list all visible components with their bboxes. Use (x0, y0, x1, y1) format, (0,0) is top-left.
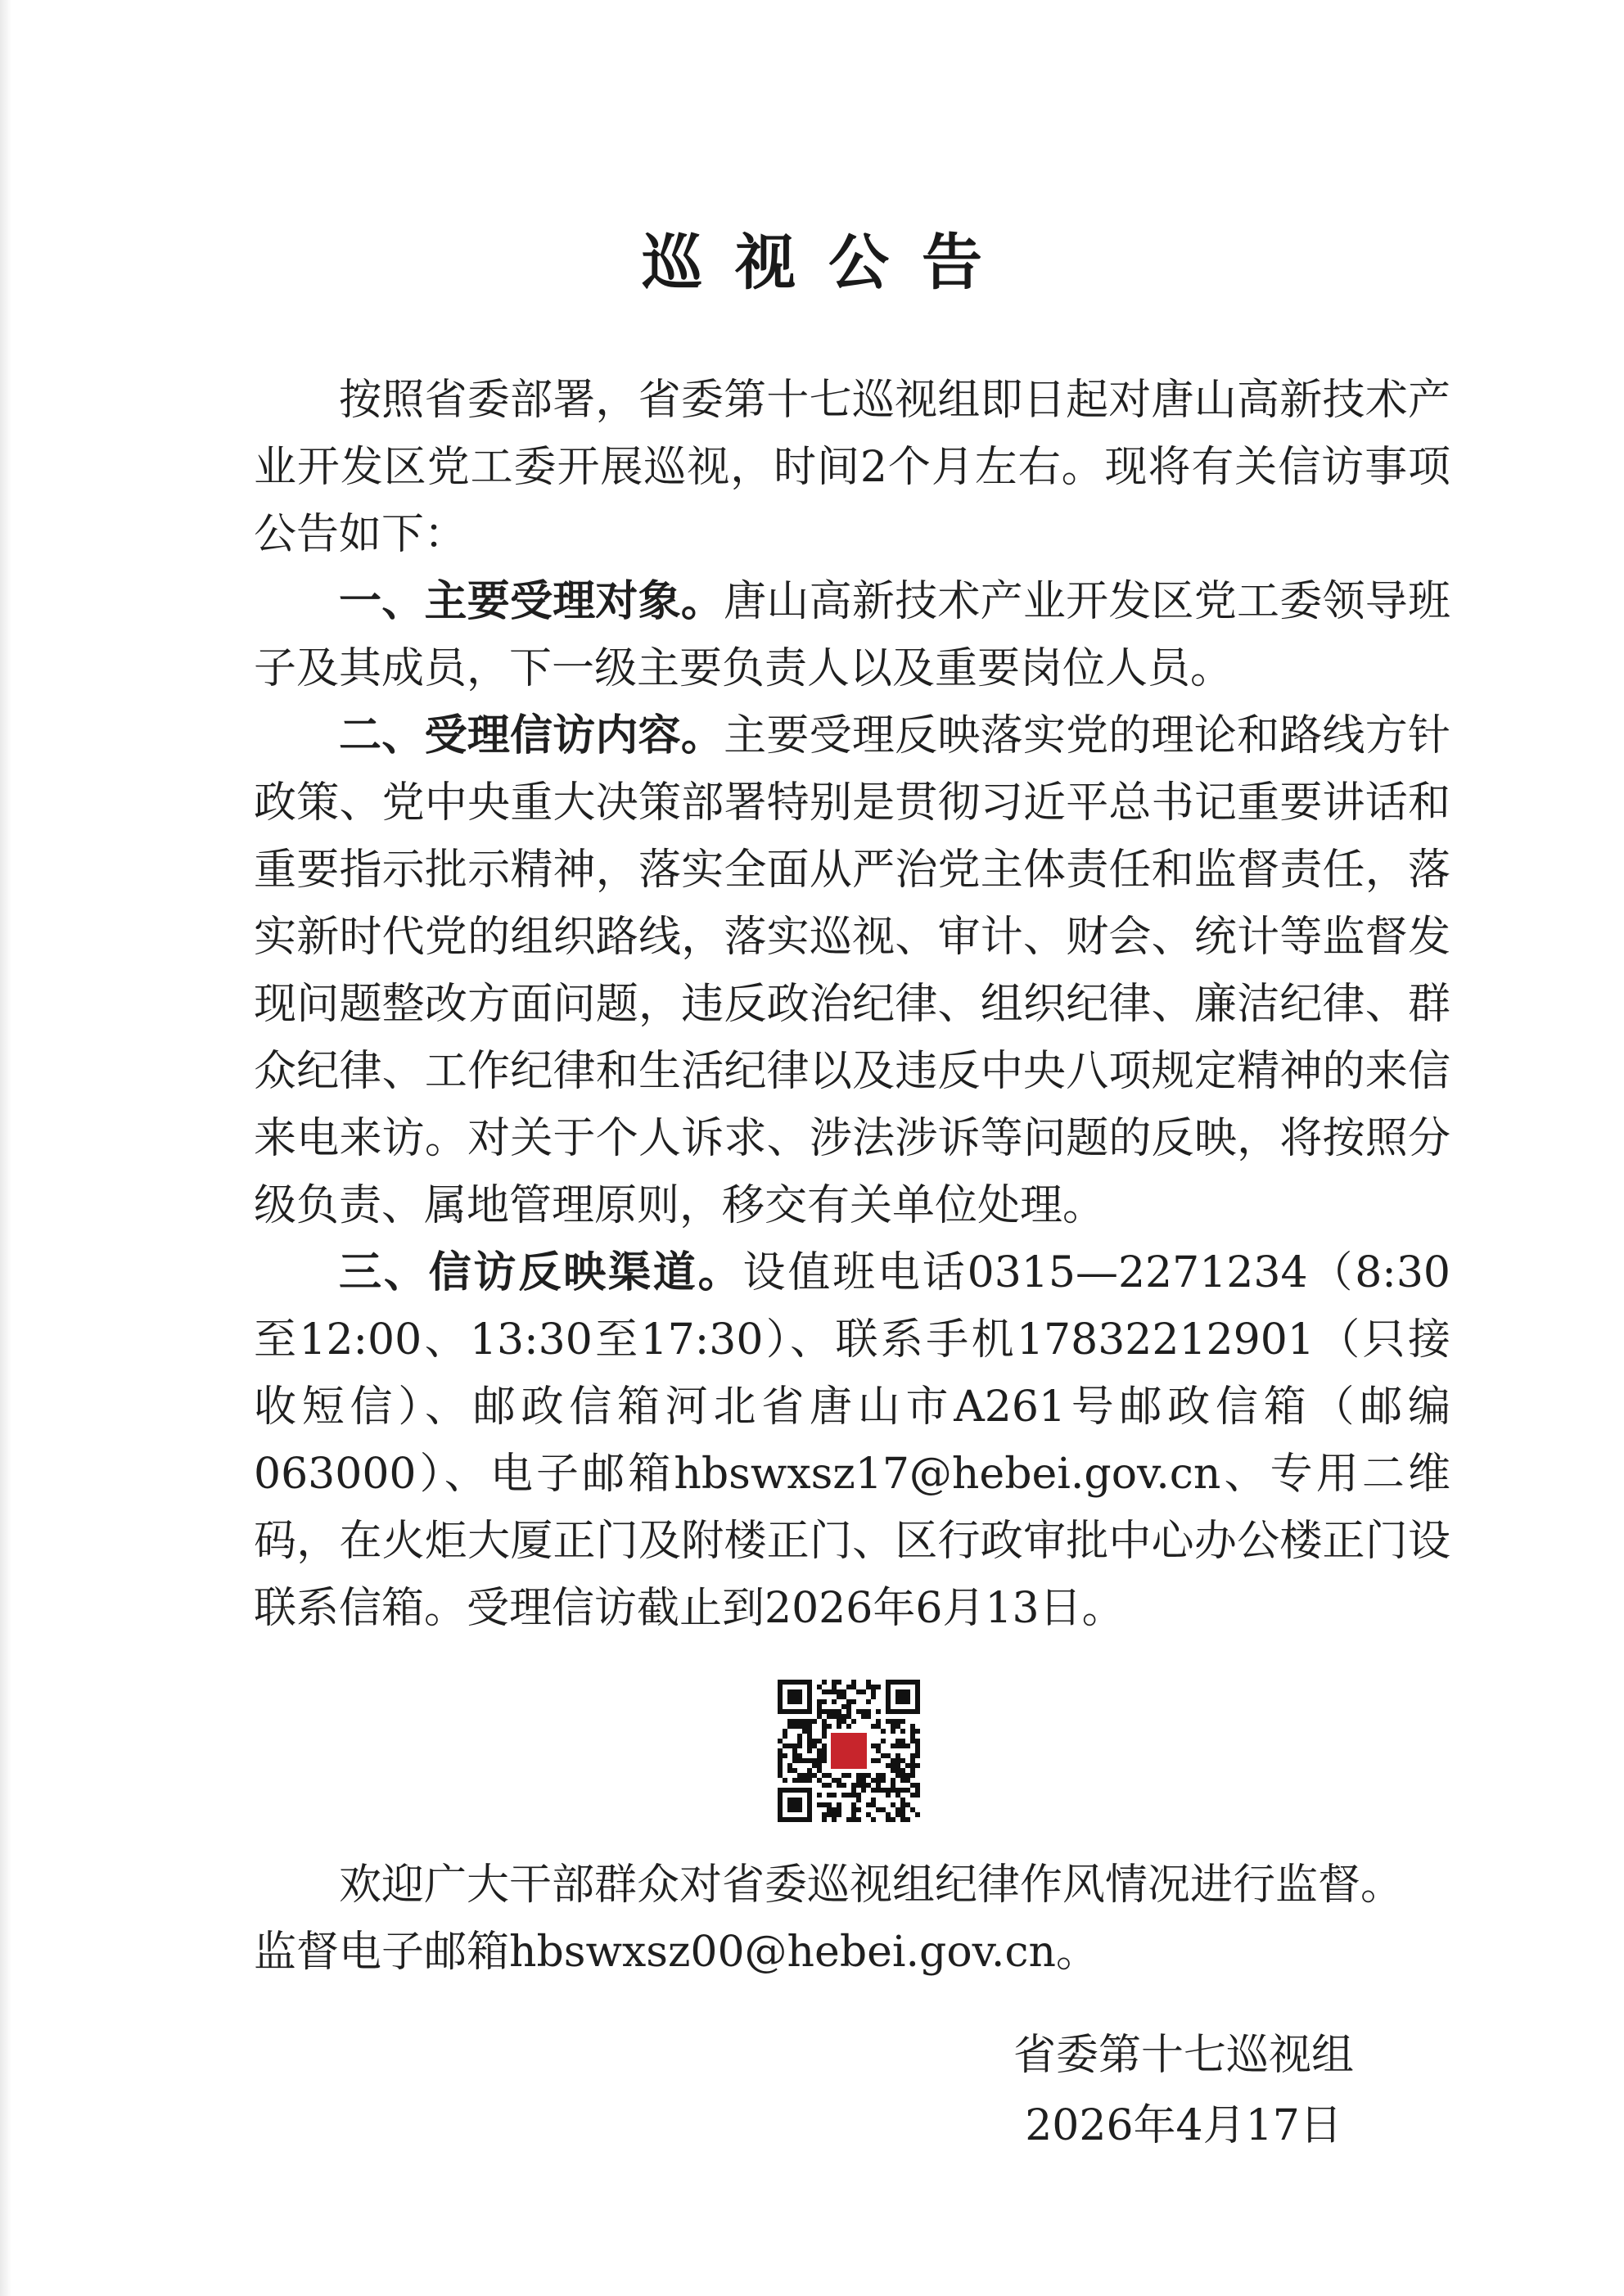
section-heading: 一、主要受理对象。 (339, 577, 724, 626)
section-content (254, 702, 1450, 1239)
section-text: 主要受理反映落实党的理论和路线方针政策、党中央重大决策部署特别是贯彻习近平总书记重要讲话和重要指示批示精神，落实全面从严治党主体责任和监督责任，落实新时代党的组织路线，落实巡视、审计、财会、统计等监督发现问题整改方面问题，违反政治纪律、组织纪律、廉洁纪律、群众纪律、工作纪律和生活纪律以及违反中央八项规定精神的来信来电来访。对关于个人诉求、涉法涉诉等问题的反映，将按照分级负责、属地管理原则，移交有关单位处理。 (254, 711, 1450, 1230)
closing-section (254, 1852, 1450, 1986)
signature-block (1013, 2020, 1354, 2161)
qr-logo (828, 1730, 869, 1771)
scan-edge (0, 0, 11, 2296)
section-heading: 二、受理信访内容。 (339, 711, 724, 760)
qr-code[interactable] (778, 1680, 920, 1822)
section-channels (254, 1239, 1450, 1642)
notice-body (254, 367, 1450, 1642)
intro-paragraph: 按照省委部署，省委第十七巡视组即日起对唐山高新技术产业开发区党工委开展巡视，时间2个月左右。现将有关信访事项公告如下： (254, 376, 1450, 559)
page-title: 巡视公告 (642, 228, 1015, 298)
supervision-email-line: 监督电子邮箱hbswxsz00@hebei.gov.cn。 (254, 1928, 1098, 1977)
section-text: 唐山高新技术产业开发区党工委领导班子及其成员，下一级主要负责人以及重要岗位人员。 (254, 577, 1450, 693)
signature-date: 2026年4月17日 (1025, 2101, 1342, 2150)
closing-line: 欢迎广大干部群众对省委巡视组纪律作风情况进行监督。 (339, 1861, 1404, 1910)
section-targets (254, 568, 1450, 702)
section-text: 设值班电话0315—2271234（8:30至12:00、13:30至17:30）、联系手机17832212901（只接收短信）、邮政信箱河北省唐山市A261号邮政信箱（邮编063000）、电子邮箱hbswxsz17@hebei.gov.cn、专用二维码，在火炬大厦正门及附楼正门、区行政审批中心办公楼正门设联系信箱。受理信访截止到2026年6月13日。 (254, 1248, 1450, 1633)
section-heading: 三、信访反映渠道。 (339, 1248, 743, 1297)
signature-org: 省委第十七巡视组 (1013, 2031, 1354, 2080)
